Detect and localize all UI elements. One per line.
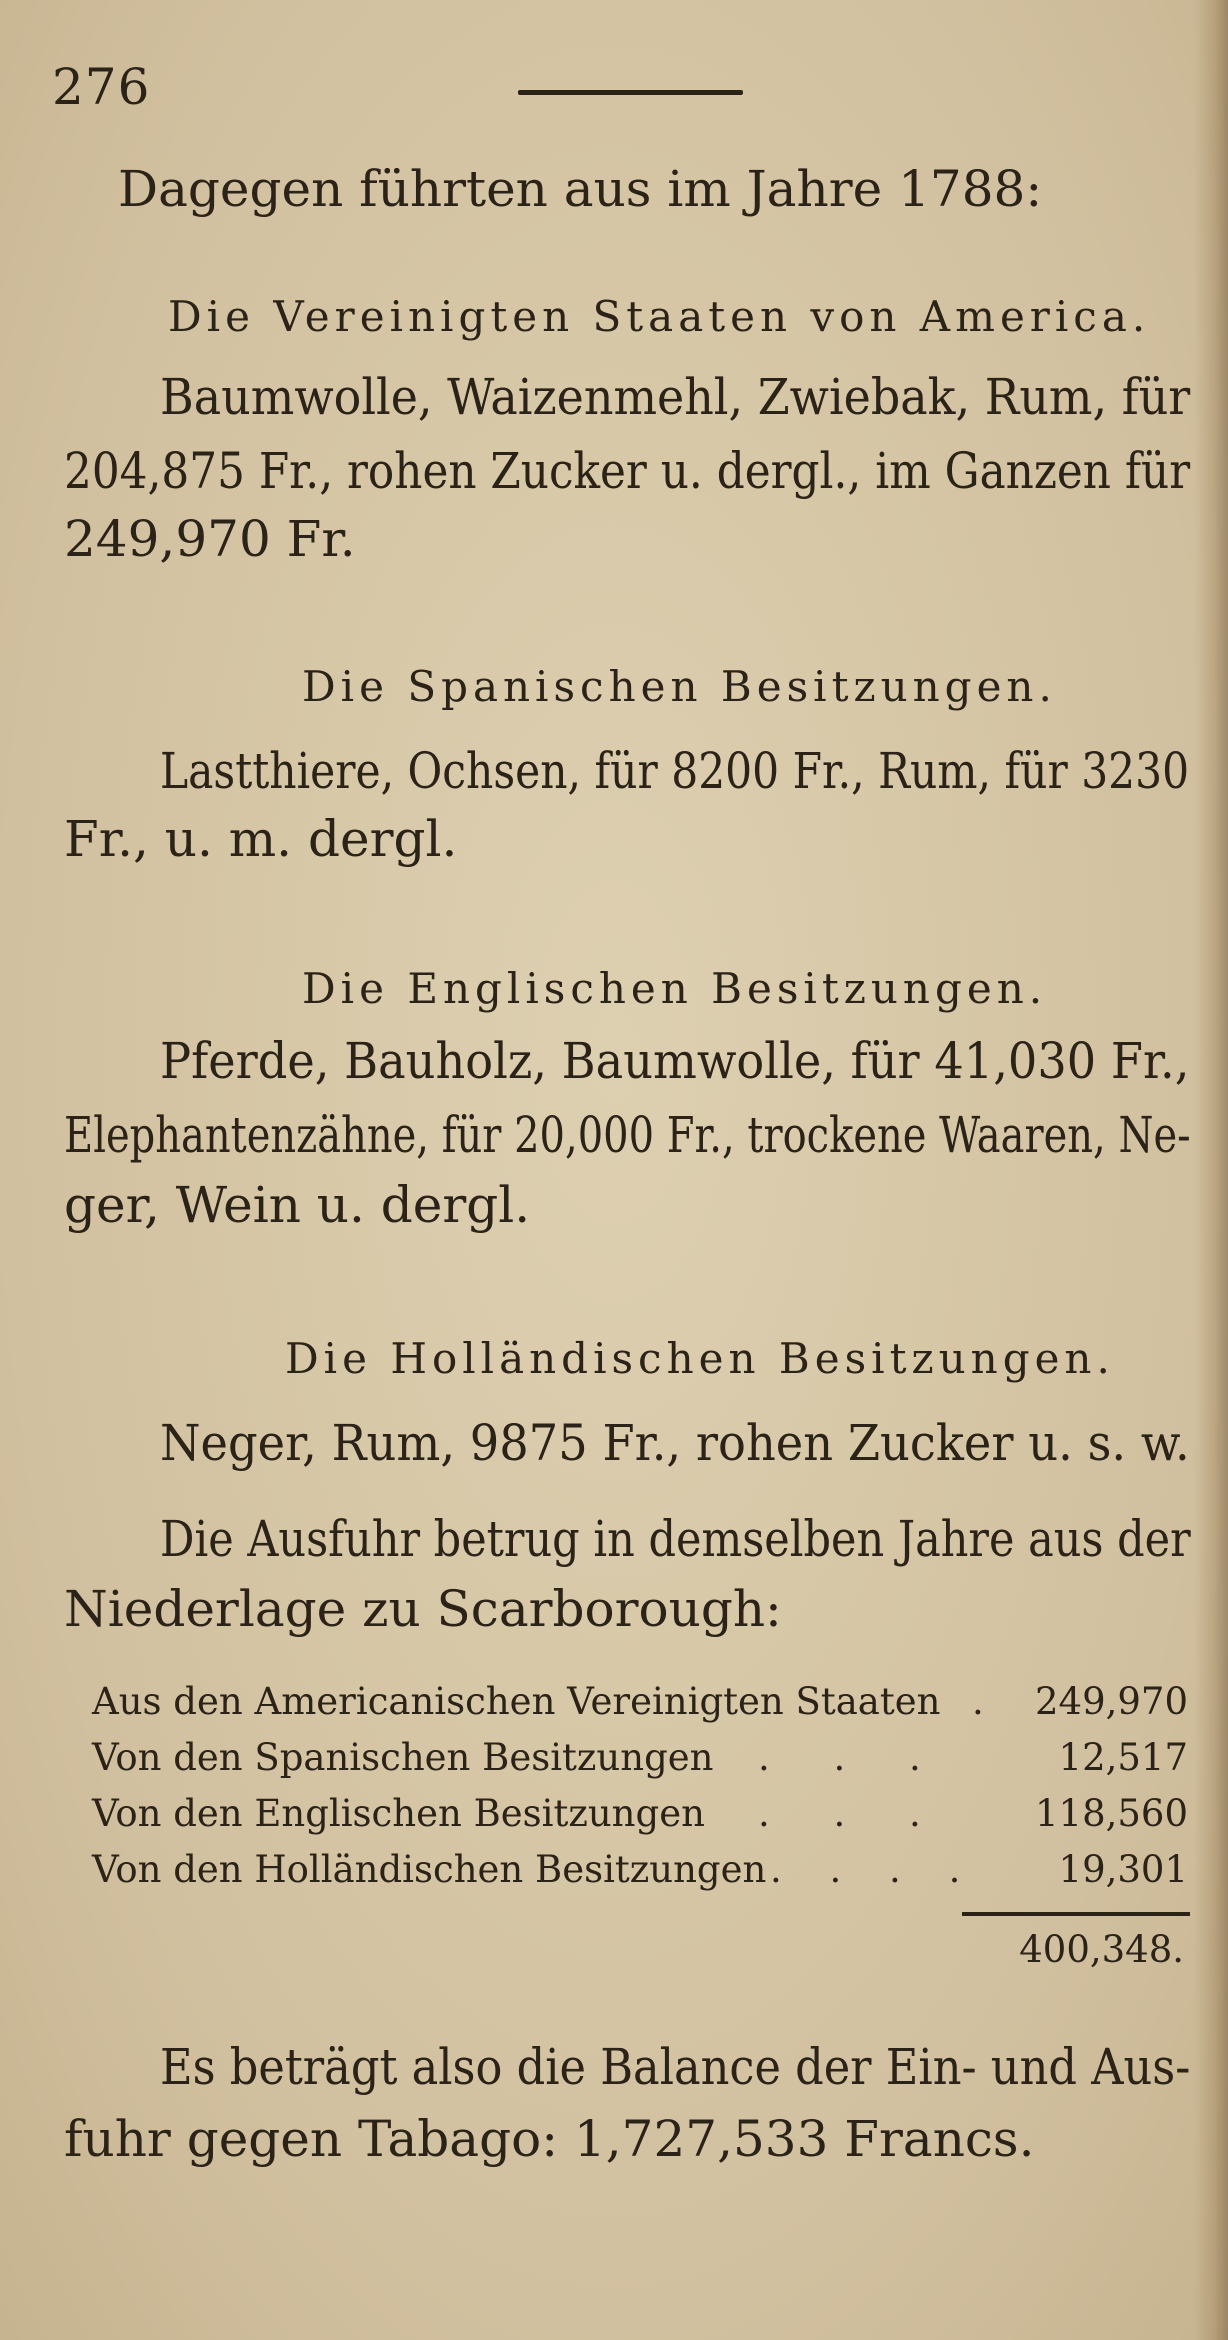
text-line: fuhr gegen Tabago: 1,727,533 Francs. (64, 2110, 1035, 2168)
table-row-dots: . . . (758, 1736, 921, 1779)
table-row-value: 249,970 (1034, 1680, 1188, 1723)
text-line: 204,875 Fr., rohen Zucker u. dergl., im Ganzen für (64, 442, 1191, 500)
text-line: Pferde, Bauholz, Baumwolle, für 41,030 Fr., (160, 1032, 1190, 1090)
intro-line: Dagegen führten aus im Jahre 1788: (118, 160, 1043, 218)
table-row-dots: . (972, 1680, 984, 1723)
table-row-dots: . . . . (770, 1848, 961, 1891)
section-heading-usa: Die Vereinigten Staaten von America. (168, 292, 1151, 341)
header-rule (518, 90, 743, 95)
table-row-value: 118,560 (1034, 1792, 1188, 1835)
text-line: Es beträgt also die Balance der Ein- und Aus- (160, 2038, 1191, 2096)
sum-rule (962, 1912, 1190, 1916)
table-row-value: 19,301 (1058, 1848, 1188, 1891)
page-edge-shadow (1194, 0, 1228, 2340)
table-row-value: 12,517 (1058, 1736, 1188, 1779)
text-line: Baumwolle, Waizenmehl, Zwiebak, Rum, für (160, 368, 1191, 426)
section-heading-dutch: Die Holländischen Besitzungen. (285, 1334, 1115, 1383)
table-row-label: Von den Spanischen Besitzungen (92, 1736, 714, 1779)
text-line: Neger, Rum, 9875 Fr., rohen Zucker u. s. w. (160, 1414, 1190, 1472)
table-row-dots: . . . (758, 1792, 921, 1835)
table-row-label: Von den Englischen Besitzungen (92, 1792, 705, 1835)
table-row-label: Aus den Americanischen Vereinigten Staaten (92, 1680, 941, 1723)
text-line: ger, Wein u. dergl. (64, 1176, 531, 1234)
text-line: Niederlage zu Scarborough: (64, 1580, 782, 1638)
section-heading-english: Die Englischen Besitzungen. (302, 964, 1048, 1013)
section-heading-spanish: Die Spanischen Besitzungen. (302, 662, 1057, 711)
text-line: Die Ausfuhr betrug in demselben Jahre aus der (160, 1510, 1191, 1568)
text-line: 249,970 Fr. (64, 510, 356, 568)
page-number: 276 (52, 58, 151, 116)
table-row-label: Von den Holländischen Besitzungen (92, 1848, 767, 1891)
table-total: 400,348. (1019, 1928, 1184, 1971)
text-line: Lastthiere, Ochsen, für 8200 Fr., Rum, für 3230 (160, 742, 1190, 800)
text-line: Elephantenzähne, für 20,000 Fr., trockene Waaren, Ne- (64, 1106, 1191, 1164)
text-line: Fr., u. m. dergl. (64, 810, 458, 868)
